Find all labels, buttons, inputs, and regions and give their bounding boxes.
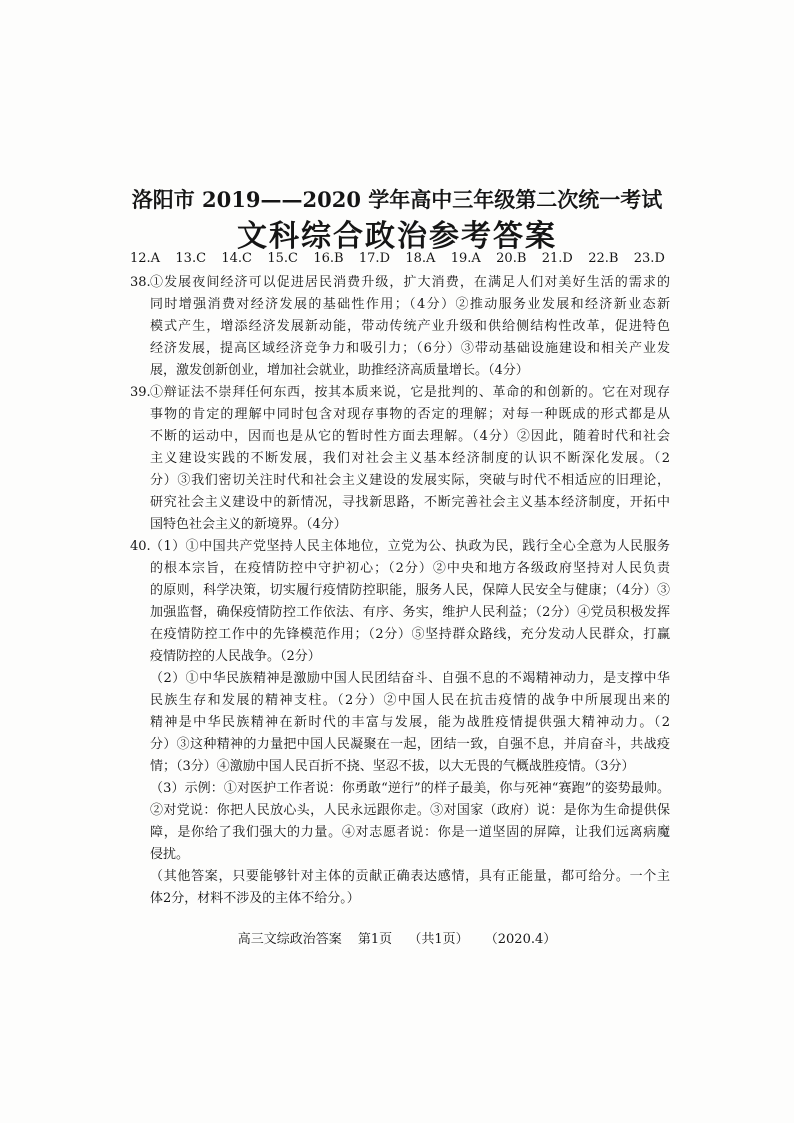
choice-answer: 19.A [450,251,481,266]
answer-line: 体2分，材料不涉及的主体不给分。） [150,891,360,906]
choice-answer: 17.D [358,251,390,266]
choice-answers-row [130,249,665,269]
answer-40-part-3 [150,778,670,866]
answer-line: 同时增强消费对经济发展的基础性作用；（4分）②推动服务业发展和经济新业态新 [150,297,670,312]
question-number: 40. [130,539,151,554]
exam-title: 洛阳市 2019——2020 学年高中三年级第二次统一考试 [131,187,663,212]
choice-answer: 16.B [313,251,344,266]
answer-39 [130,382,670,536]
answer-line: 侵扰。 [150,847,190,862]
answer-line: 事物的肯定的理解中同时包含对现存事物的否定的理解；对每一种既成的形式都是从 [150,407,670,422]
document-title: 文科综合政治参考答案 [237,219,557,254]
answer-line: ①发展夜间经济可以促进居民消费升级，扩大消费，在满足人们对美好生活的需求的 [150,275,670,290]
answer-line: 主义建设实践的不断发展，我们对社会主义基本经济制度的认识不断深化发展。（2 [150,451,670,466]
footer-date: （2020.4） [484,932,557,947]
answer-line: 疫情防控的人民战争。（2分） [150,649,321,664]
answer-line: 展，激发创新创业，增加社会就业，助推经济高质量增长。（4分） [150,363,529,378]
answer-38 [130,272,670,382]
question-number: 38. [130,275,151,290]
answer-line: 加强监督，确保疫情防控工作依法、有序、务实，维护人民利益；（2分）④党员积极发挥 [150,605,670,620]
choice-answer: 20.B [496,251,527,266]
answer-line: 经济发展，提高区域经济竞争力和吸引力；（6分）③带动基础设施建设和相关产业发 [150,341,670,356]
answer-40-part-2 [150,668,670,778]
answer-line: ①辩证法不崇拜任何东西，按其本质来说，它是批判的、革命的和创新的。它在对现存 [150,385,670,400]
choice-answer: 14.C [221,251,252,266]
answer-line: （1）①中国共产党坚持人民主体地位，立党为公、执政为民，践行全心全意为人民服务 [150,539,670,554]
answer-line: 在疫情防控工作中的先锋模范作用；（2分）⑤坚持群众路线，充分发动人民群众，打赢 [150,627,670,642]
answer-line: 的根本宗旨，在疫情防控中守护初心；（2分）②中央和地方各级政府坚持对人民负责 [150,561,670,576]
answer-body [130,272,670,910]
answer-line: 民族生存和发展的精神支柱。（2分）②中国人民在抗击疫情的战争中所展现出来的 [150,693,670,708]
answer-line: （2）①中华民族精神是激励中国人民团结奋斗、自强不息的不竭精神动力，是支撑中华 [150,671,670,686]
answer-line: （其他答案，只要能够针对主体的贡献正确表达感情，具有正能量，都可给分。一个主 [150,869,670,884]
answer-line: 情；（3分）④激励中国人民百折不挠、坚忍不拔，以大无畏的气概战胜疫情。（3分） [150,759,635,774]
answer-line: 精神是中华民族精神在新时代的丰富与发展，能为战胜疫情提供强大精神动力。（2 [150,715,670,730]
choice-answer: 12.A [130,251,161,266]
choice-answer: 15.C [267,251,298,266]
answer-line: 模式产生，增添经济发展新动能，带动传统产业升级和供给侧结构性改革，促进特色 [150,319,670,334]
choice-answer: 22.B [588,251,619,266]
footer-page-total: （共1页） [408,932,469,947]
choice-answer: 18.A [405,251,436,266]
answer-40 [130,536,670,910]
footer-page-number: 第1页 [357,932,393,947]
answer-line: 障，是你给了我们强大的力量。④对志愿者说：你是一道坚固的屏障，让我们远离病魔 [150,825,670,840]
choice-answer: 13.C [175,251,207,266]
answer-line: 研究社会主义建设中的新情况，寻找新思路，不断完善社会主义基本经济制度，开拓中 [150,495,670,510]
footer-subject: 高三文综政治答案 [237,932,342,947]
answer-line: 国特色社会主义的新境界。（4分） [150,517,347,532]
answer-line: 分）③我们密切关注时代和社会主义建设的发展实际，突破与时代不相适应的旧理论， [150,473,670,488]
grading-note [150,866,670,910]
answer-line: 分）③这种精神的力量把中国人民凝聚在一起，团结一致，自强不息，并肩奋斗，共战疫 [150,737,670,752]
answer-line: ②对党说：你把人民放心头，人民永远跟你走。③对国家（政府）说：是你为生命提供保 [150,803,670,818]
page-footer [0,930,794,950]
choice-answer: 21.D [541,251,573,266]
question-number: 39. [130,385,151,400]
answer-line: 不断的运动中，因而也是从它的暂时性方面去理解。（4分）②因此，随着时代和社会 [150,429,670,444]
answer-line: 的原则，科学决策，切实履行疫情防控职能，服务人民，保障人民安全与健康；（4分）③ [150,583,670,598]
answer-line: （3）示例：①对医护工作者说：你勇敢“逆行”的样子最美，你与死神“赛跑”的姿势最帅。 [150,781,670,796]
answer-40-part-1 [150,536,670,668]
choice-answer: 23.D [633,251,665,266]
